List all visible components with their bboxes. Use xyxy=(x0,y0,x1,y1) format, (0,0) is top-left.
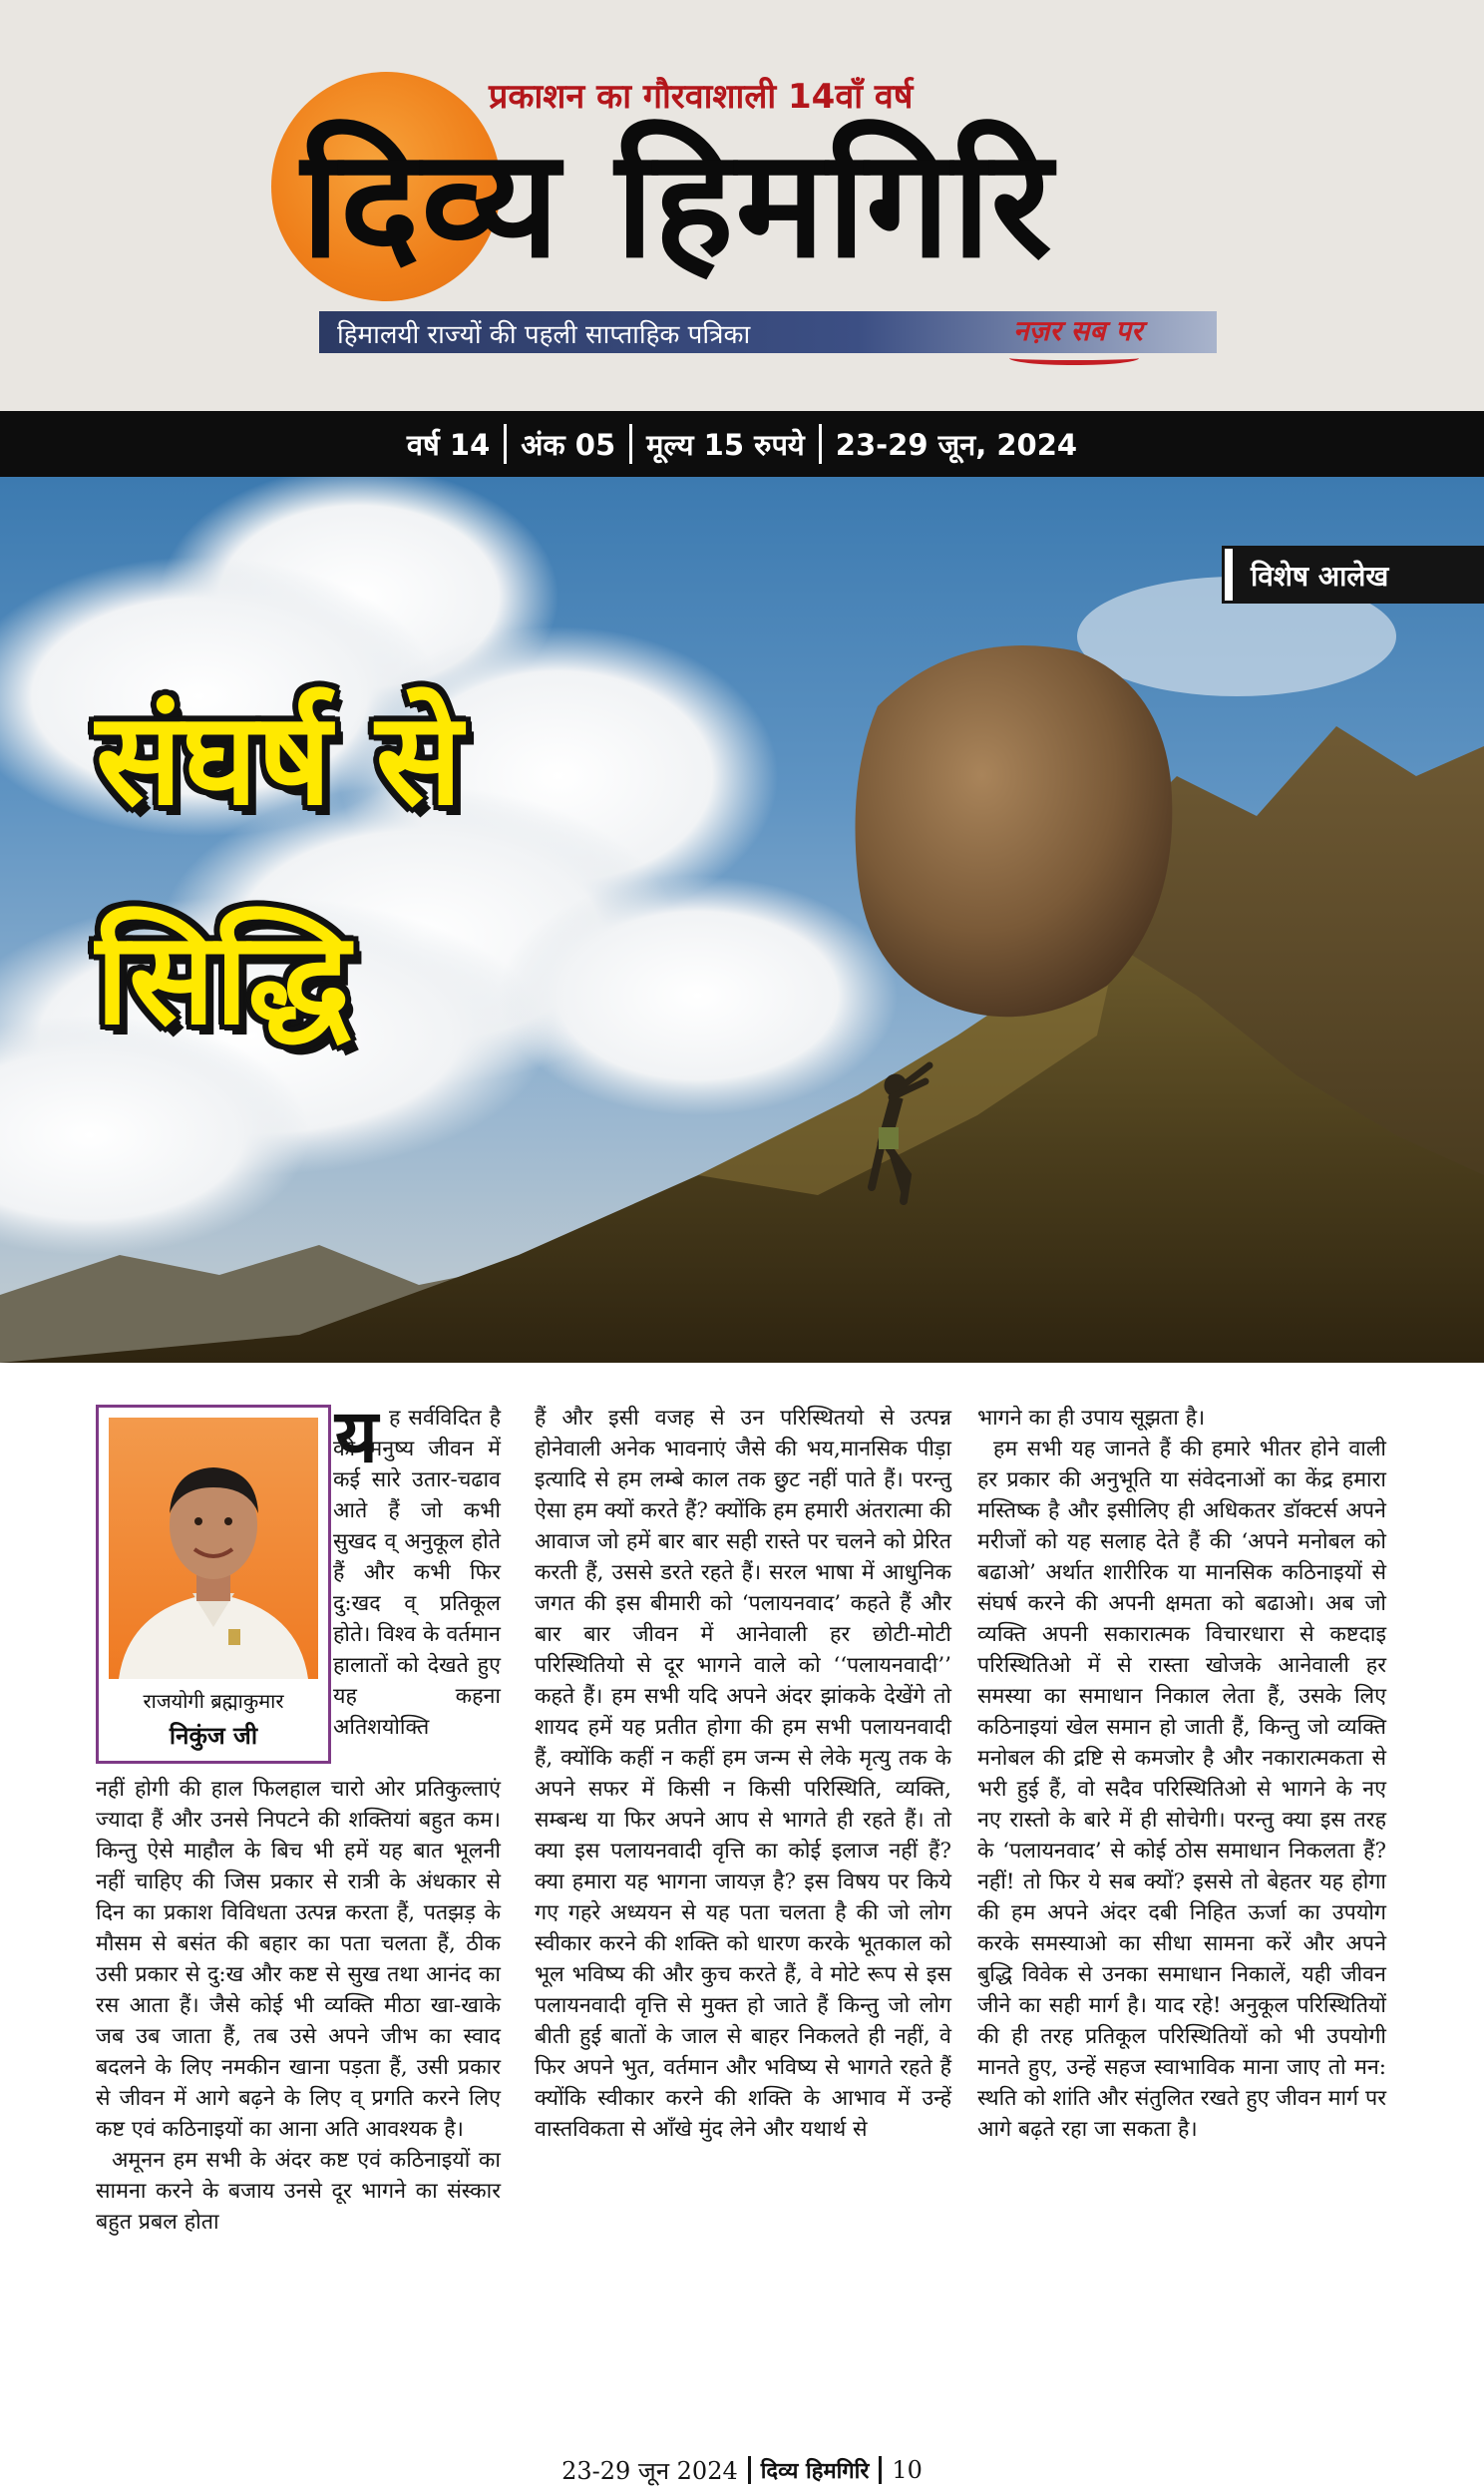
drop-cap: य xyxy=(335,1394,378,1479)
page-footer xyxy=(0,2454,1484,2486)
issue-price: मूल्य 15 रुपये xyxy=(646,427,805,462)
headline-line-2: सिद्धि xyxy=(96,905,351,1053)
article-paragraph: अमूनन हम सभी के अंदर कष्ट एवं कठिनाइयों का सामना करने के बजाय उनसे दूर भागने का संस्कार बहुत प्रबल होता xyxy=(96,2148,501,2235)
headline-line-1: संघर्ष से xyxy=(96,685,463,834)
article-column-1-bottom xyxy=(96,1774,501,2238)
section-tag-label: विशेष आलेख xyxy=(1251,560,1389,593)
section-tag xyxy=(1225,549,1484,601)
footer-divider xyxy=(748,2456,751,2484)
article-column-3 xyxy=(977,1403,1386,2145)
author-box xyxy=(96,1405,331,1764)
author-photo xyxy=(109,1418,318,1679)
article-paragraph: हैं और इसी वजह से उन परिस्थितयो से उत्पन्न होनेवाली अनेक भावनाएं जैसे की भय,मानसिक पीड़ा इत्यादि से हम लम्बे काल तक छुट नहीं पाते हैं। परन्तु ऐसा हम क्यों करते हैं? क्योंकि हम हमारी अंतरात्मा की आवाज जो हमें बार बार सही रास्ते पर चलने को प्रेरित करती हैं, उससे डरते रहते हैं। सरल भाषा में आधुनिक जगत की इस बीमारी को ‘पलायनवाद’ कहते हैं और बार बार जीवन में आनेवाली हर छोटी-मोटी परिस्थितियो से दूर भागने वाले को ‘‘पलायनवादी’’ कहते हैं। हम सभी यदि अपने अंदर झांकके देखेंगे तो शायद हमें यह प्रतीत होगा की हम सभी पलायनवादी हैं, क्योंकि कहीं न कहीं हम जन्म से लेके मृत्यु तक के अपने सफर में किसी न किसी परिस्थिति, व्यक्ति, सम्बन्ध या फिर अपने आप से भागते ही रहते हैं। तो क्या इस पलायनवादी वृत्ति का कोई इलाज नहीं हैं? क्या हमारा यह भागना जायज़ है? इस विषय पर किये गए गहरे अध्ययन से यह पता चलता है की जो लोग स्वीकार करने की शक्ति को धारण करके भूतकाल को भूल भविष्य की और कुच करते हैं, वे मोटे रूप से इस पलायनवादी वृत्ति से मुक्त हो जाते हैं किन्तु जो लोग बीती हुई बातों के जाल से बाहर निकलते ही नहीं, वे फिर अपने भुत, वर्तमान और भविष्य से भागते रहते हैं क्योंकि स्वीकार करने की शक्ति के आभाव में उन्हें वास्तविकता से आँखे मुंद लेने और यथार्थ से xyxy=(535,1406,951,2142)
issue-info-row xyxy=(0,411,1484,477)
footer-divider xyxy=(879,2456,882,2484)
author-title: राजयोगी ब्रह्माकुमार xyxy=(143,1689,284,1713)
footer-date: 23-29 जून 2024 xyxy=(561,2456,738,2485)
article-paragraph: नहीं होगी की हाल फिलहाल चारो ओर प्रतिकुल्ताएं ज्यादा हैं और उनसे निपटने की शक्तियां बहुत कम। किन्तु ऐसे माहौल के बिच भी हमें यह बात भूलनी नहीं चाहिए की जिस प्रकार से रात्री के अंधकार से दिन का प्रकाश विविधता उत्पन्न करता हैं, पतझड़ के मौसम से बसंत की बहार का पता चलता हैं, ठीक उसी प्रकार से दु:ख और कष्ट से सुख तथा आनंद का रस आता हैं। जैसे कोई भी व्यक्ति मीठा खा-खाके जब उब जाता हैं, तब उसे अपने जीभ का स्वाद बदलने के लिए नमकीन खाना पड़ता हैं, उसी प्रकार से जीवन में आगे बढ़ने के लिए व् प्रगति करने लिए कष्ट एवं कठिनाइयों का आना अति आवश्यक है। xyxy=(96,1777,501,2142)
article-column-2 xyxy=(535,1403,951,2145)
page-number: 10 xyxy=(892,2456,923,2484)
author-portrait-icon xyxy=(109,1418,318,1679)
issue-year: वर्ष 14 xyxy=(406,427,491,462)
article-paragraph: भागने का ही उपाय सूझता है। xyxy=(977,1406,1206,1431)
issue-date: 23-29 जून, 2024 xyxy=(835,427,1078,462)
newspaper-title: दिव्य हिमगिरि xyxy=(301,118,1054,291)
article-paragraph: हम सभी यह जानते हैं की हमारे भीतर होने वाली हर प्रकार की अनुभूति या संवेदनाओं का केंद्र हमारा मस्तिष्क है और इसीलिए ही अधिकतर डॉक्टर्स अपने मरीजों को यह सलाह देते हैं की ‘अपने मनोबल को बढाओ’ अर्थात शारीरिक या मानसिक कठिनाइयों से संघर्ष करने की अपनी क्षमता को बढाओ। अब जो व्यक्ति अपनी सकारात्मक विचारधारा से कष्टदाइ परिस्थितिओ में से रास्ता खोजके आनेवाली हर समस्या का समाधान निकाल लेता हैं, उसके लिए कठिनाइयां खेल समान हो जाती हैं, किन्तु जो व्यक्ति मनोबल की द्रष्टि से कमजोर है और नकारात्मकता से भरी हुई हैं, वो सदैव परिस्थितिओ से भागने के नए नए रास्तो के बारे में ही सोचेगी। परन्तु क्या इस तरह के ‘पलायनवाद’ से कोई ठोस समाधान निकलता हैं? नहीं! तो फिर ये सब क्यों? इससे तो बेहतर यह होगा की हम अपने अंदर दबी निहित ऊर्जा का उपयोग करके समस्याओ का सीधा सामना करें और अपने बुद्धि विवेक से उनका समाधान निकालें, यही जीवन जीने का सही मार्ग है। याद रहे! अनुकूल परिस्थितियों की ही तरह प्रतिकूल परिस्थितियों को भी उपयोगी मानते हुए, उन्हें सहज स्वाभाविक माना जाए तो मन: स्थति को शांति और संतुलित रखते हुए जीवन मार्ग पर आगे बढ़ते रहा जा सकता है। xyxy=(977,1437,1386,2142)
masthead-slogan: नज़र सब पर xyxy=(1013,314,1143,347)
issue-number: अंक 05 xyxy=(521,427,616,462)
article-paragraph: ह सर्वविदित है की मनुष्य जीवन में कई सारे उतार-चढाव आते हैं जो कभी सुखद व् अनुकूल होते हैं और कभी फिर दु:खद व् प्रतिकूल होते। विश्व के वर्तमान हालातों को देखते हुए यह कहना अतिशयोक्ति xyxy=(333,1406,501,1740)
issue-info-bar xyxy=(0,411,1484,477)
author-name: निकुंज जी xyxy=(169,1722,258,1750)
masthead xyxy=(0,0,1484,411)
hero-image xyxy=(0,477,1484,1363)
footer-logo: दिव्य हिमगिरि xyxy=(760,2459,870,2484)
slogan-swoosh-icon xyxy=(1009,351,1139,365)
article-column-1-top xyxy=(333,1403,501,1743)
masthead-subtitle: हिमालयी राज्यों की पहली साप्ताहिक पत्रिका xyxy=(337,320,751,350)
masthead-tagline: प्रकाशन का गौरवाशाली 14वाँ वर्ष xyxy=(489,77,914,117)
